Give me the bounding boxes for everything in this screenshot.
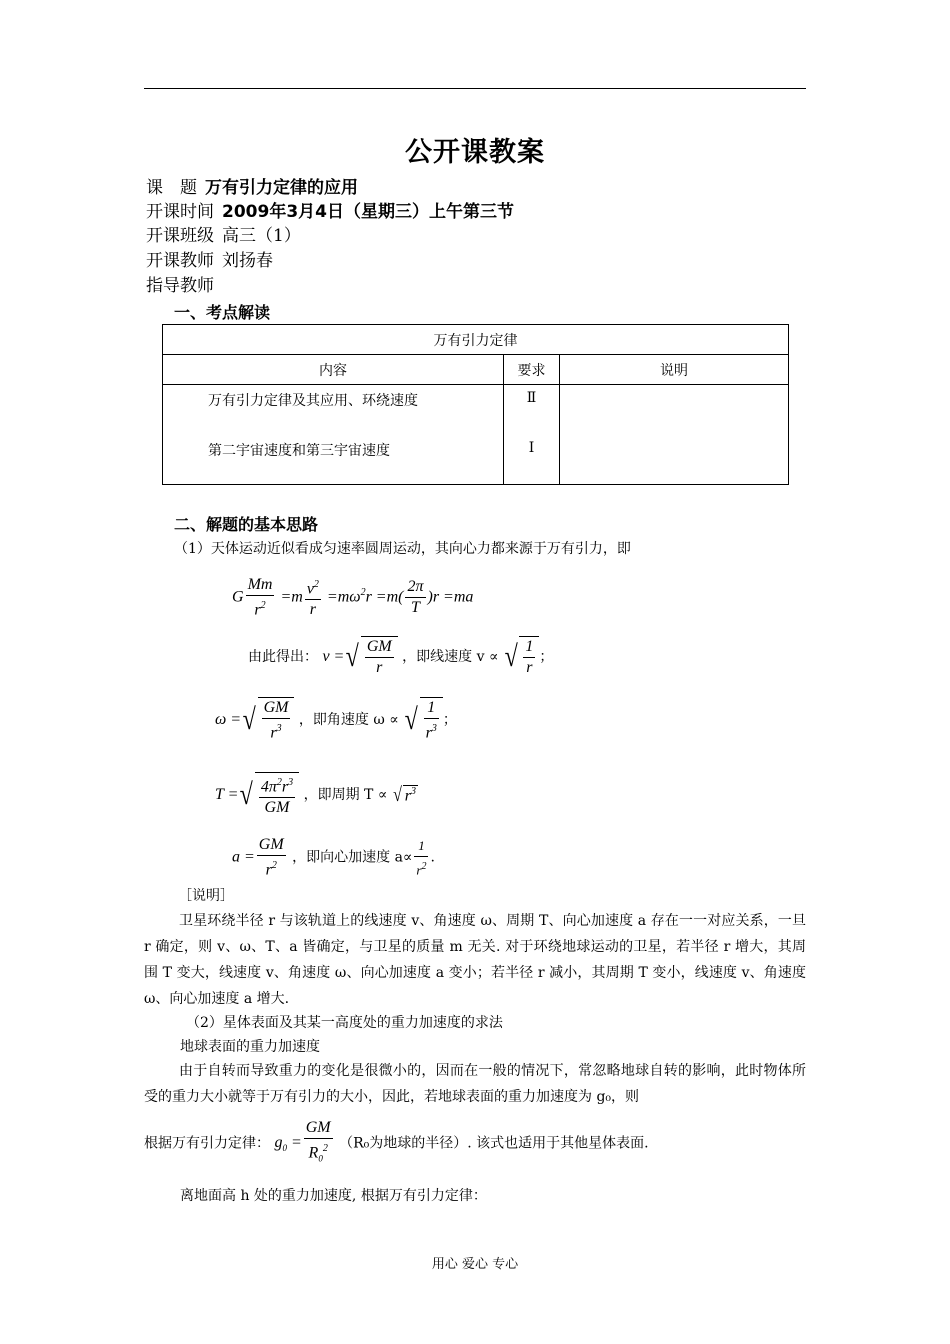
height-paragraph: 离地面高 h 处的重力加速度, 根据万有引力定律： bbox=[180, 1188, 487, 1204]
g0-suffix: （R₀为地球的半径）. 该式也适用于其他星体表面. bbox=[339, 1135, 649, 1152]
table-cell-level bbox=[504, 385, 560, 485]
table-row-2-content: 第二宇宙速度和第三宇宙速度 bbox=[208, 443, 390, 459]
table-row-1-level: Ⅱ bbox=[526, 390, 537, 406]
period-text: ，即周期 T ∝ bbox=[303, 787, 388, 804]
header-rule bbox=[144, 88, 806, 89]
meta-key: 指导教师 bbox=[146, 276, 214, 296]
meta-key: 课 题 bbox=[146, 178, 197, 198]
table-row-1-content: 万有引力定律及其应用、环绕速度 bbox=[208, 393, 418, 409]
page-footer: 用心 爱心 专心 bbox=[431, 1257, 519, 1272]
velocity-line: 由此得出： v =√ $\frac{GM}{r}$ ，即线速度 v ∝ √ $\frac{1}{r}$ ； bbox=[248, 638, 554, 676]
table-row bbox=[163, 385, 789, 485]
table-cell-content bbox=[163, 385, 504, 485]
part2-title: （2）星体表面及其某一高度处的重力加速度的求法 bbox=[186, 1015, 503, 1031]
meta-key: 开课班级 bbox=[146, 226, 214, 246]
meta-value: 万有引力定律的应用 bbox=[205, 178, 358, 198]
table-caption: 万有引力定律 bbox=[163, 325, 789, 355]
g0-line: 根据万有引力定律： $g_0$ = $\frac{GM}{R_0^2}$ （R₀为地球的半径）. 该式也适用于其他星体表面. bbox=[144, 1119, 649, 1164]
intro-text: （1）天体运动近似看成匀速率圆周运动，其向心力都来源于万有引力，即 bbox=[174, 541, 631, 557]
meta-teacher bbox=[146, 249, 273, 273]
meta-value: 高三（1） bbox=[222, 226, 301, 246]
syllabus-table bbox=[162, 324, 789, 485]
angular-velocity-line: ω =√ $\frac{GM}{r^3}$ ，即角速度 ω ∝ √ $\frac{1}{r^3}$ ； bbox=[215, 699, 457, 742]
g0-prefix: 根据万有引力定律： bbox=[144, 1135, 270, 1152]
meta-topic bbox=[146, 176, 358, 200]
table-cell-note bbox=[560, 385, 789, 485]
velocity-text: ，即线速度 v ∝ bbox=[402, 649, 499, 665]
meta-class bbox=[146, 224, 301, 248]
note-paragraph: 卫星环绕半径 r 与该轨道上的线速度 v、角速度 ω、周期 T、向心加速度 a 存在一一对应关系，一旦 r 确定，则 v、ω、T、a 皆确定，与卫星的质量 m 无关. 对于环绕地球运动的卫星，若半径 r 增大，其周围 T 变大，线速度 v、角速度 ω、向心加速度 a 变小；若半径 r 减小，其周期 T 变小，线速度 v、角速度 ω、向心加速度 a 增大. bbox=[144, 913, 806, 1007]
meta-key: 开课教师 bbox=[146, 251, 214, 271]
acceleration-text: ，即向心加速度 a∝ bbox=[292, 849, 413, 866]
section-title-1: 一、考点解读 bbox=[174, 303, 271, 322]
meta-key: 开课时间 bbox=[146, 202, 214, 222]
meta-time bbox=[146, 200, 514, 224]
page-title: 公开课教案 bbox=[405, 137, 545, 168]
gravity-equation: G $\frac{Mm}{r^2}$ =m $\frac{v^2}{r}$ $=m\omega^2r =m$( $\frac{2\pi}{T}$ )r =ma bbox=[232, 576, 474, 619]
note-label: ［说明］ bbox=[178, 888, 234, 904]
earth-title: 地球表面的重力加速度 bbox=[180, 1039, 320, 1055]
table-header-content: 内容 bbox=[163, 355, 504, 385]
angular-velocity-text: ，即角速度 ω ∝ bbox=[298, 712, 399, 729]
meta-value: 2009年3月4日（星期三）上午第三节 bbox=[222, 202, 514, 222]
table-header-level: 要求 bbox=[504, 355, 560, 385]
table-header-note: 说明 bbox=[560, 355, 789, 385]
derive-prefix: 由此得出： bbox=[248, 649, 318, 665]
meta-value: 刘扬春 bbox=[222, 251, 273, 271]
acceleration-line: a = $\frac{GM}{r^2}$ ，即向心加速度 a∝ $\frac{1}{r^2}$ . bbox=[232, 836, 435, 879]
earth-paragraph: 由于自转而导致重力的变化是很微小的，因而在一般的情况下，常忽略地球自转的影响，此时物体所受的重力大小就等于万有引力的大小，因此，若地球表面的重力加速度为 g₀，则 bbox=[144, 1063, 806, 1105]
table-row-2-level: Ⅰ bbox=[528, 440, 535, 456]
period-line: T =√ $\frac{4\pi^2r^3}{GM}$ ，即周期 T ∝ √ $r^3$ bbox=[215, 772, 418, 818]
section-title-2: 二、解题的基本思路 bbox=[174, 515, 319, 534]
meta-advisor bbox=[146, 274, 222, 298]
